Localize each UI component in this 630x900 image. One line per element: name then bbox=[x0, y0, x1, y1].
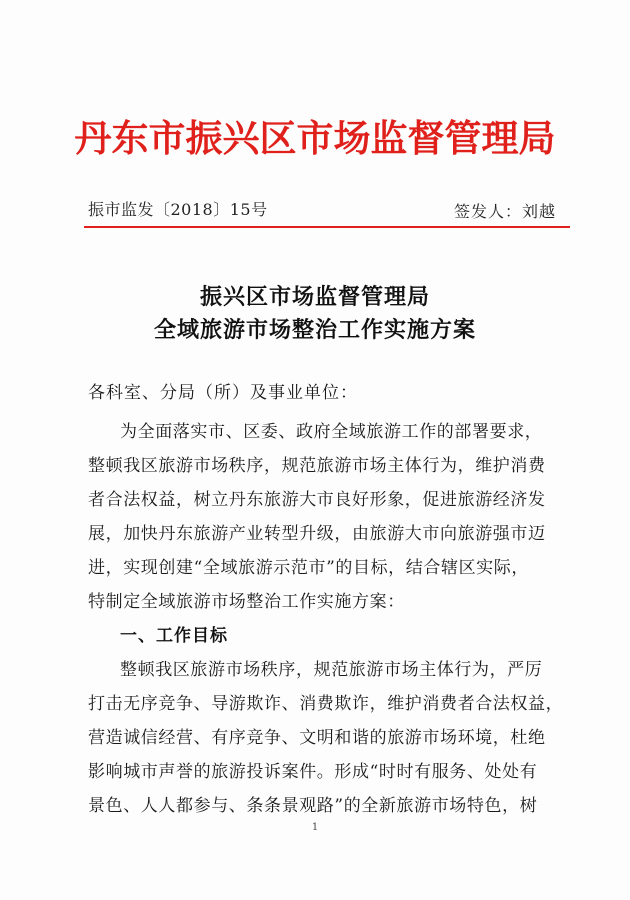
section-body-line: 打击无序竞争、导游欺诈、消费欺诈，维护消费者合法权益， bbox=[88, 694, 564, 714]
intro-line: 特制定全域旅游市场整治工作实施方案： bbox=[88, 592, 405, 612]
intro-line: 展，加快丹东旅游产业转型升级，由旅游大市向旅游强市迈 bbox=[88, 524, 546, 544]
issuer-signature: 签发人：刘越 bbox=[453, 202, 556, 221]
section-body-line: 整顿我区旅游市场秩序，规范旅游市场主体行为，严厉 bbox=[120, 660, 543, 680]
section-heading: 一、工作目标 bbox=[120, 626, 228, 646]
document-title-line-1: 振兴区市场监督管理局 bbox=[199, 284, 430, 310]
document-number: 振市监发〔2018〕15号 bbox=[88, 200, 268, 219]
intro-line: 者合法权益，树立丹东旅游大市良好形象，促进旅游经济发 bbox=[88, 490, 546, 510]
document-title-line-2: 全域旅游市场整治工作实施方案 bbox=[153, 317, 476, 343]
issuing-organization-header: 丹东市振兴区市场监督管理局 bbox=[74, 116, 556, 160]
section-body-line: 景色、人人都参与、条条景观路”的全新旅游市场特色，树 bbox=[88, 796, 538, 816]
section-body-line: 影响城市声誉的旅游投诉案件。形成“时时有服务、处处有 bbox=[88, 762, 538, 782]
salutation: 各科室、分局（所）及事业单位： bbox=[88, 383, 358, 403]
intro-line: 进，实现创建“全域旅游示范市”的目标，结合辖区实际， bbox=[88, 558, 529, 578]
intro-line: 为全面落实市、区委、政府全域旅游工作的部署要求， bbox=[120, 422, 543, 442]
page-number: 1 bbox=[311, 822, 319, 833]
intro-line: 整顿我区旅游市场秩序，规范旅游市场主体行为，维护消费 bbox=[88, 456, 546, 476]
section-body-line: 营造诚信经营、有序竞争、文明和谐的旅游市场环境，杜绝 bbox=[88, 728, 546, 748]
red-divider-line bbox=[84, 226, 570, 228]
